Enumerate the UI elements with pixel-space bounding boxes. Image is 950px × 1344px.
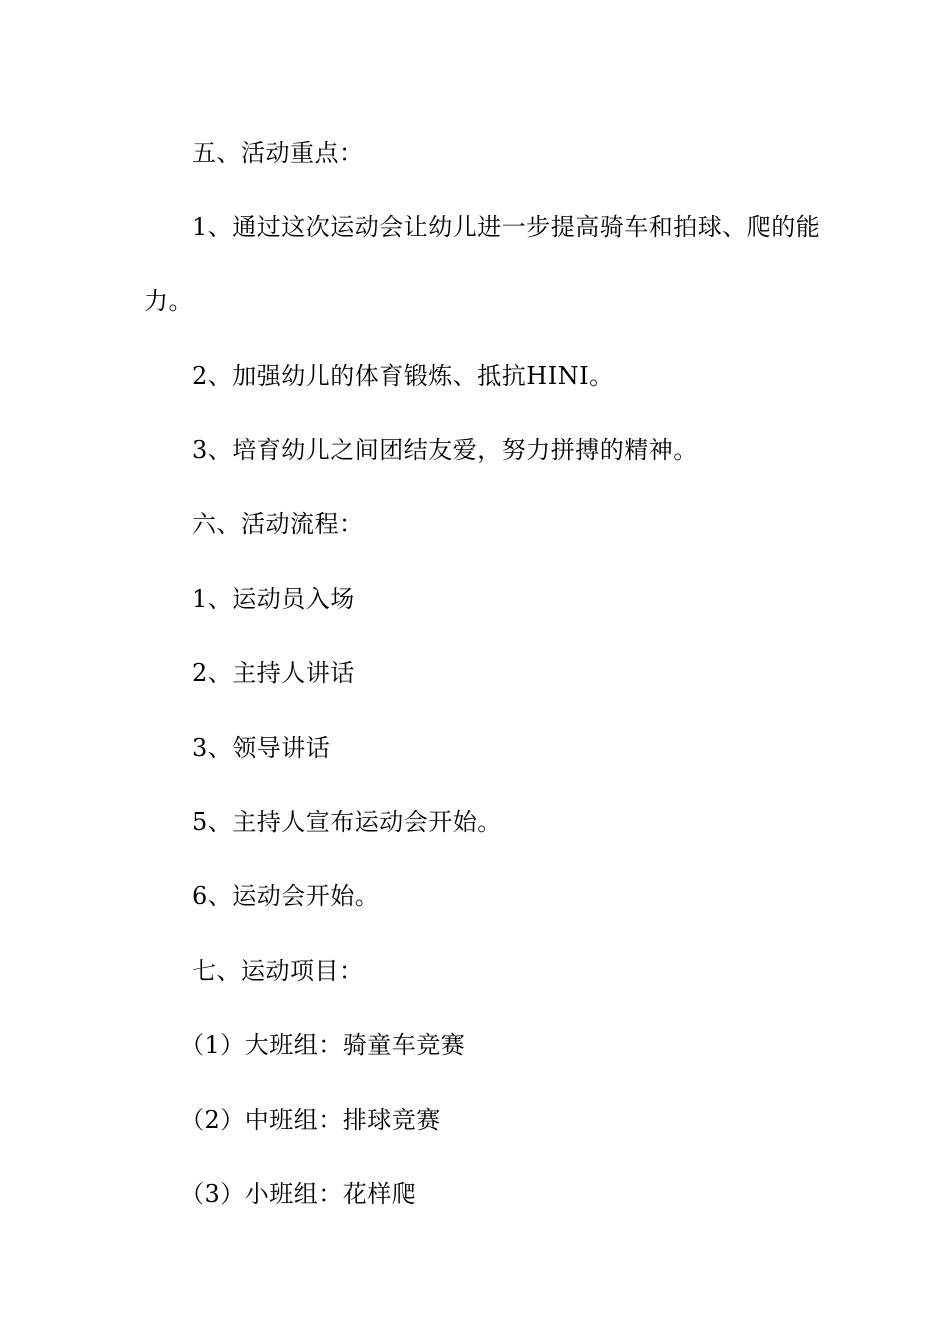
paragraph-continuation: 力。 — [144, 287, 193, 315]
list-item: 1、运动员入场 — [192, 585, 355, 613]
list-item: 3、领导讲话 — [192, 734, 331, 762]
section-heading-events: 七、运动项目： — [192, 957, 364, 985]
section-heading-process: 六、活动流程： — [192, 510, 364, 538]
paragraph-line: 2、加强幼儿的体育锻炼、抵抗HINI。 — [192, 362, 614, 390]
list-item: （3）小班组：花样爬 — [180, 1180, 417, 1208]
section-heading-key-points: 五、活动重点： — [192, 139, 364, 167]
list-item: （2）中班组：排球竞赛 — [180, 1106, 441, 1134]
list-item: 6、运动会开始。 — [192, 882, 380, 910]
paragraph-line: 1、通过这次运动会让幼儿进一步提高骑车和拍球、爬的能 — [192, 213, 821, 241]
list-item: 5、主持人宣布运动会开始。 — [192, 808, 502, 836]
paragraph-line: 3、培育幼儿之间团结友爱，努力拼搏的精神。 — [192, 436, 698, 464]
list-item: （1）大班组：骑童车竞赛 — [180, 1031, 466, 1059]
list-item: 2、主持人讲话 — [192, 659, 355, 687]
